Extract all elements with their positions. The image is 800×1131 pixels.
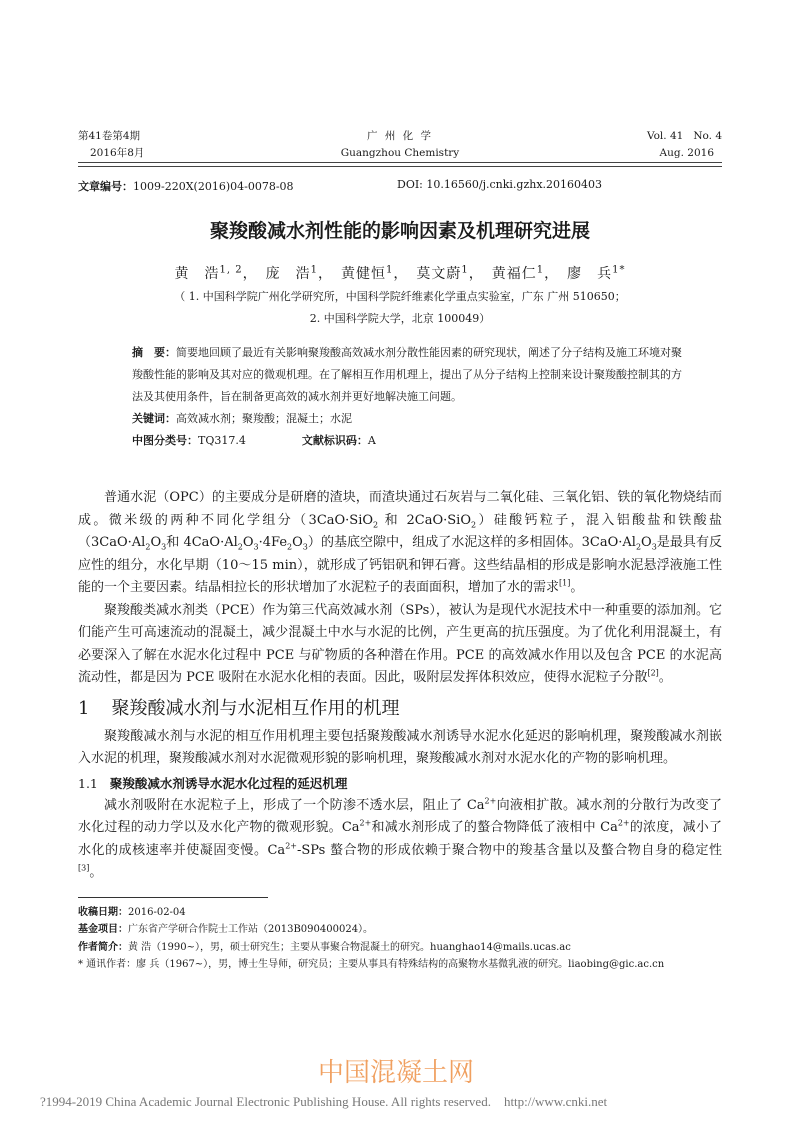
subscript: 2	[373, 520, 379, 530]
paragraph	[78, 726, 722, 771]
text-run: O	[242, 535, 254, 550]
footnotes: 收稿日期：2016-02-04 基金项目：广东省产学研合作院士工作站（2013B090400024）。 作者简介：黄 浩（1990~），男，硕士研究生；主要从事聚合物混凝土的研究。huanghao14@mails.ucas.ac * 通讯作者：廖 兵（1967~），男，博士生导师，研究员；主要从事具有特殊结构的高聚物水基微乳液的研究。liaobing@gic.ac.cn	[78, 904, 722, 974]
text-run: 和 4CaO·Al	[166, 535, 238, 550]
text-run: 和 2CaO·SiO	[378, 512, 471, 528]
author-name: 黄 浩	[174, 266, 220, 282]
journal-name-cn: 广 州 化 学	[366, 130, 433, 142]
separator: ，	[393, 266, 417, 282]
text-run: 。	[658, 670, 672, 685]
author-affiliation-mark: 1	[536, 264, 545, 276]
text-run: 聚羧酸减水剂与水泥的相互作用机理主要包括聚羧酸减水剂诱导水泥水化延迟的影响机理，聚羧酸减水剂嵌入水泥的机理，聚羧酸减水剂对水泥微观形貌的影响机理，聚羧酸减水剂对水泥水化的产物的影响机理。	[78, 728, 722, 766]
author	[341, 266, 416, 282]
separator: ，	[242, 266, 266, 282]
subscript: 3	[651, 542, 657, 552]
citation: [2]	[647, 668, 659, 678]
separator: ，	[544, 266, 568, 282]
text-run: 和减水剂形成了的螯合物降低了液相中 Ca	[371, 820, 618, 835]
header-rule	[78, 162, 722, 167]
text-run: O	[292, 535, 303, 550]
citation: [1]	[559, 578, 571, 588]
author-name: 黄健恒	[340, 266, 386, 282]
text-run: ·4Fe	[258, 535, 288, 550]
subscript: 2	[237, 542, 243, 552]
author-list	[0, 263, 800, 283]
author-affiliation-mark: 1*	[612, 264, 626, 276]
subsection-heading: 1.1 聚羧酸减水剂诱导水泥水化过程的延迟机理	[78, 775, 348, 791]
subscript: 2	[145, 542, 151, 552]
text-run: 。	[89, 865, 103, 880]
doi: DOI: 10.16560/j.cnki.gzhx.20160403	[397, 178, 603, 191]
header-left	[78, 128, 144, 162]
separator: ，	[317, 266, 341, 282]
classification: 中图分类号：TQ317.4 文献标识码：A	[132, 434, 376, 447]
author-name: 廖 兵	[567, 266, 613, 282]
citation: [3]	[78, 863, 90, 873]
subscript: 2	[635, 542, 642, 552]
text-run: O	[150, 535, 162, 550]
author-name: 莫文蔚	[416, 266, 462, 282]
author-affiliation-mark: 1	[310, 264, 318, 276]
text-run: 是最具有反应性的组分，水化早期（10～15 min），就形成了钙铝矾和钾石膏。这些结晶相的形成是影响水泥悬浮液施工性能的一个主要因素。结晶相拉长的形状增加了水泥粒子的表面面积，增加了水的需求	[78, 535, 722, 595]
superscript: 2+	[484, 796, 497, 806]
text-run: ）硅酸钙粒子，混入铝酸盐和铁酸盐（3CaO·Al	[78, 512, 722, 550]
author	[175, 266, 266, 282]
section-heading: 1 聚羧酸减水剂与水泥相互作用的机理	[78, 697, 400, 719]
footnote-rule	[78, 897, 268, 898]
paper-title: 聚羧酸减水剂性能的影响因素及机理研究进展	[209, 220, 590, 242]
subscript: 3	[161, 542, 167, 552]
text-run: 的浓度，减小了水化的成核速率并使凝固变慢。Ca	[78, 820, 722, 858]
journal-name-en: Guangzhou Chemistry	[340, 147, 460, 159]
text-run: 聚羧酸类减水剂类（PCE）作为第三代高效减水剂（SPs），被认为是现代水泥技术中一种重要的添加剂。它们能产生可高速流动的混凝土，减少混凝土中水与水泥的比例，产生更高的抗压强度。为了优化利用混凝土，有必要深入了解在水泥水化过程中 PCE 与矿物质的各种潜在作用。PCE 的高效减水作用以及包含 PCE 的水泥高流动性，都是因为 PCE 吸附在水泥水化相的表面。因此，吸附层发挥体积效应，使得水泥粒子分散	[78, 602, 722, 685]
text-run: O	[641, 535, 652, 550]
subscript: 2	[470, 520, 477, 530]
text-run: 普通水泥（OPC）的主要成分是研磨的渣块，而渣块通过石灰岩与二氧化硅、三氧化铝、铁的氧化物烧结而成。微米级的两种不同化学组分（3CaO·SiO	[78, 490, 722, 528]
superscript: 2+	[617, 818, 630, 828]
abstract: 摘 要：简要地回顾了最近有关影响聚羧酸高效减水剂分散性能因素的研究现状，阐述了分子结构及施工环境对聚羧酸性能的影响及其对应的微观机理。在了解相互作用机理上，提出了从分子结构上控制来设计聚羧酸控制其的方法及其使用条件，旨在制备更高效的减水剂并更好地解决施工问题。 关键词：高效减水剂；聚羧酸；混凝土；水泥 中图分类号：TQ317.4 文献标识码：A	[132, 342, 692, 452]
author-name: 黄福仁	[491, 266, 537, 282]
author	[567, 266, 625, 282]
article-number: 文章编号：1009-220X(2016)04-0078-08	[78, 180, 294, 193]
separator: ，	[468, 266, 492, 282]
text-run: 。	[570, 580, 584, 595]
subscript: 3	[302, 542, 308, 552]
affiliation-2: 2. 中国科学院大学，北京 100049）	[309, 312, 491, 325]
superscript: 2+	[285, 841, 297, 851]
subscript: 2	[287, 542, 293, 552]
text-run: 向液相扩散。减水剂的分散行为改变了水化过程的动力学以及水化产物的微观形貌。Ca	[78, 797, 722, 835]
text-run: ）的基底空隙中，组成了水泥这样的多相固体。3CaO·Al	[307, 535, 636, 550]
header-right	[647, 128, 722, 162]
volume: Vol. 41 No. 4	[646, 130, 722, 142]
main-flow	[78, 487, 722, 974]
author	[492, 266, 567, 282]
text-run: 减水剂吸附在水泥粒子上，形成了一个防渗不透水层，阻止了 Ca	[104, 797, 485, 813]
keywords: 关键词：高效减水剂；聚羧酸；混凝土；水泥	[132, 412, 352, 425]
issue-number: 第41卷第4期	[78, 130, 141, 142]
corresponding-author: * 通讯作者：廖 兵（1967~），男，博士生导师，研究员；主要从事具有特殊结构的高聚物水基微乳液的研究。liaobing@gic.ac.cn	[78, 959, 665, 970]
author-name: 庞 浩	[265, 266, 311, 282]
author-affiliation-mark: 1, 2	[219, 264, 243, 276]
paragraph	[78, 487, 722, 600]
paragraph	[78, 795, 722, 885]
paragraph	[78, 600, 722, 690]
issue-date-en: Aug. 2016	[659, 147, 714, 159]
body-text	[78, 487, 722, 885]
issue-date: 2016年8月	[90, 147, 145, 159]
author-affiliation-mark: 1	[385, 264, 394, 276]
subscript: 3	[253, 542, 259, 552]
author-affiliation-mark: 1	[461, 264, 469, 276]
affiliation-1: （ 1. 中国科学院广州化学研究所，中国科学院纤维素化学重点实验室，广东 广州 510650；	[174, 290, 626, 303]
author	[266, 266, 341, 282]
abstract-text: 简要地回顾了最近有关影响聚羧酸高效减水剂分散性能因素的研究现状，阐述了分子结构及施工环境对聚羧酸性能的影响及其对应的微观机理。在了解相互作用机理上，提出了从分子结构上控制来设计聚羧酸控制其的方法及其使用条件，旨在制备更高效的减水剂并更好地解决施工问题。	[132, 346, 682, 403]
watermark-logo: 中国混凝土网	[318, 1058, 475, 1088]
header-center	[260, 128, 540, 162]
superscript: 2+	[359, 818, 372, 828]
text-run: -SPs 螯合物的形成依赖于聚合物中的羧基含量以及螯合物自身的稳定性	[296, 842, 722, 858]
author	[416, 266, 491, 282]
copyright-line: ?1994-2019 China Academic Journal Electronic Publishing House. All rights reserved. http://www.cnki.net	[40, 1094, 608, 1109]
